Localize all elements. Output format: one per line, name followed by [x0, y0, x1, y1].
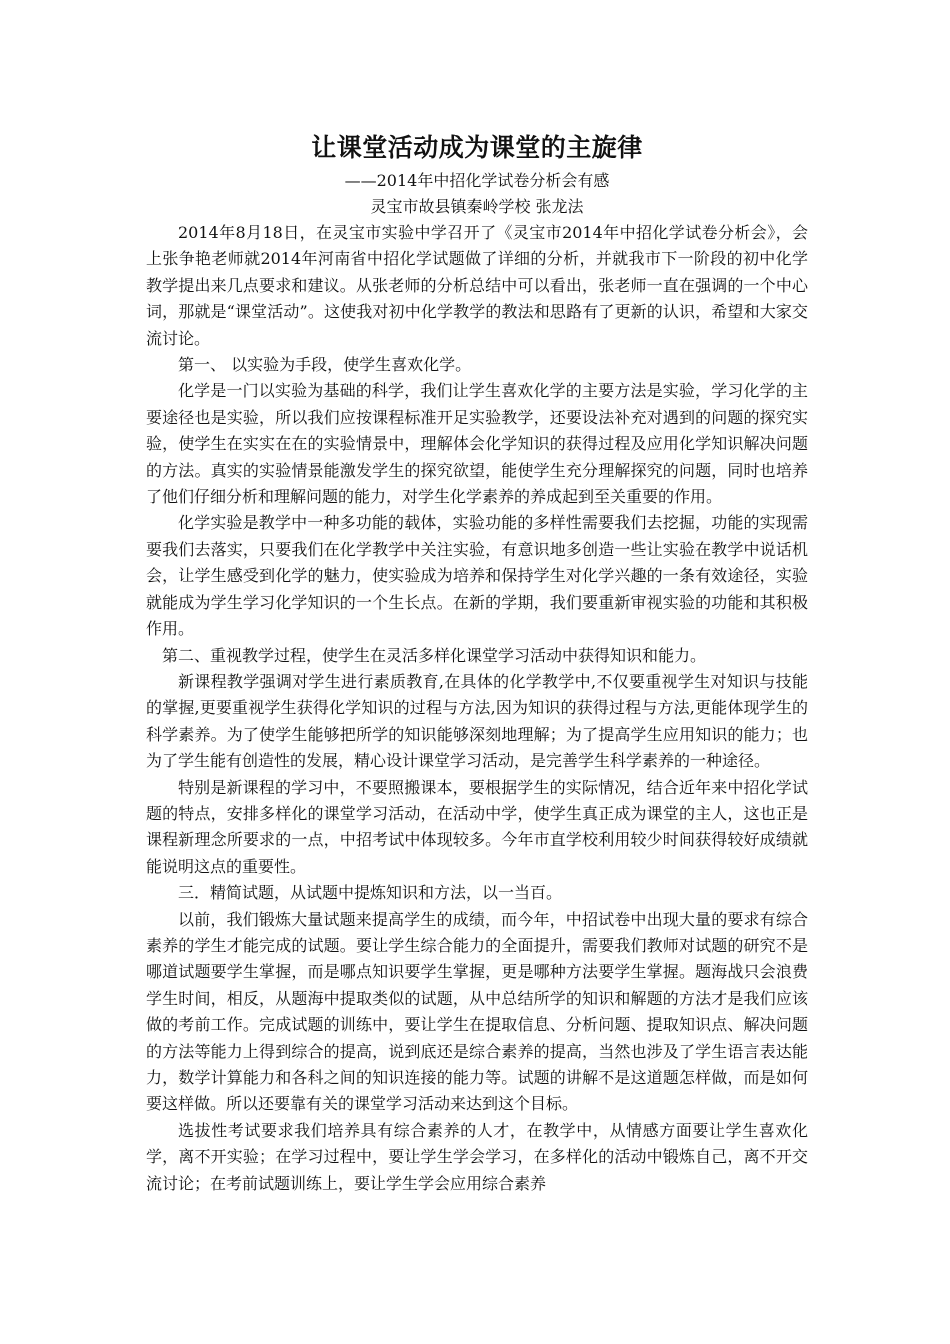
document-author: 灵宝市故县镇秦岭学校 张龙法 [370, 197, 584, 216]
document-body [146, 220, 808, 1197]
paragraph: 以前，我们锻炼大量试题来提高学生的成绩，而今年，中招试卷中出现大量的要求有综合素养的学生才能完成的试题。要让学生综合能力的全面提升，需要我们教师对试题的研究不是哪道试题要学生掌握，而是哪点知识要学生掌握，更是哪种方法要学生掌握。题海战只会浪费学生时间，相反，从题海中提取类似的试题，从中总结所学的知识和解题的方法才是我们应该做的考前工作。完成试题的训练中，要让学生在提取信息、分析问题、提取知识点、解决问题的方法等能力上得到综合的提高，说到底还是综合素养的提高，当然也涉及了学生语言表达能力，数学计算能力和各科之间的知识连接的能力等。试题的讲解不是这道题怎样做，而是如何要这样做。所以还要靠有关的课堂学习活动来达到这个目标。 [146, 909, 808, 1114]
paragraph: 选拔性考试要求我们培养具有综合素养的人才，在教学中，从情感方面要让学生喜欢化学，离不开实验；在学习过程中，要让学生学会学习，在多样化的活动中锻炼自己，离不开交流讨论；在考前试题训练上，要让学生学会应用综合素养 [146, 1120, 808, 1193]
document-page [146, 128, 808, 1197]
section-heading-1: 第一、 以实验为手段，使学生喜欢化学。 [178, 355, 472, 375]
paragraph: 化学实验是教学中一种多功能的载体，实验功能的多样性需要我们去挖掘，功能的实现需要我们去落实，只要我们在化学教学中关注实验，有意识地多创造一些让实验在教学中说话机会，让学生感受到化学的魅力，使实验成为培养和保持学生对化学兴趣的一条有效途径，实验就能成为学生学习化学知识的一个生长点。在新的学期，我们要重新审视实验的功能和其积极作用。 [146, 513, 808, 639]
document-subtitle: ——2014年中招化学试卷分析会有感 [344, 171, 610, 190]
document-title: 让课堂活动成为课堂的主旋律 [311, 133, 643, 162]
paragraph: 新课程教学强调对学生进行素质教育,在具体的化学教学中,不仅要重视学生对知识与技能的掌握,更要重视学生获得化学知识的过程与方法,因为知识的获得过程与方法,更能体现学生的科学素养。为了使学生能够把所学的知识能够深刻地理解；为了提高学生应用知识的能力；也为了学生能有创造性的发展，精心设计课堂学习活动，是完善学生科学素养的一种途径。 [146, 671, 808, 771]
paragraph: 特别是新课程的学习中，不要照搬课本，要根据学生的实际情况，结合近年来中招化学试题的特点，安排多样化的课堂学习活动，在活动中学，使学生真正成为课堂的主人，这也正是课程新理念所要求的一点，中招考试中体现较多。今年市直学校利用较少时间获得较好成绩就能说明这点的重要性。 [146, 777, 808, 876]
paragraph-intro: 2014年8月18日，在灵宝市实验中学召开了《灵宝市2014年中招化学试卷分析会》，会上张争艳老师就2014年河南省中招化学试题做了详细的分析，并就我市下一阶段的初中化学教学提出来几点要求和建议。从张老师的分析总结中可以看出，张老师一直在强调的一个中心词，那就是“课堂活动”。这使我对初中化学教学的教法和思路有了更新的认识，希望和大家交流讨论。 [146, 223, 808, 348]
section-heading-2: 第二、重视教学过程，使学生在灵活多样化课堂学习活动中获得知识和能力。 [162, 645, 707, 665]
section-heading-3: 三．精简试题，从试题中提炼知识和方法，以一当百。 [178, 883, 563, 903]
paragraph: 化学是一门以实验为基础的科学，我们让学生喜欢化学的主要方法是实验，学习化学的主要途径也是实验，所以我们应按课程标准开足实验教学，还要设法补充对遇到的问题的探究实验，使学生在实实在在的实验情景中，理解体会化学知识的获得过程及应用化学知识解决问题的方法。真实的实验情景能激发学生的探究欲望，能使学生充分理解探究的问题，同时也培养了他们仔细分析和理解问题的能力，对学生化学素养的养成起到至关重要的作用。 [146, 381, 808, 507]
